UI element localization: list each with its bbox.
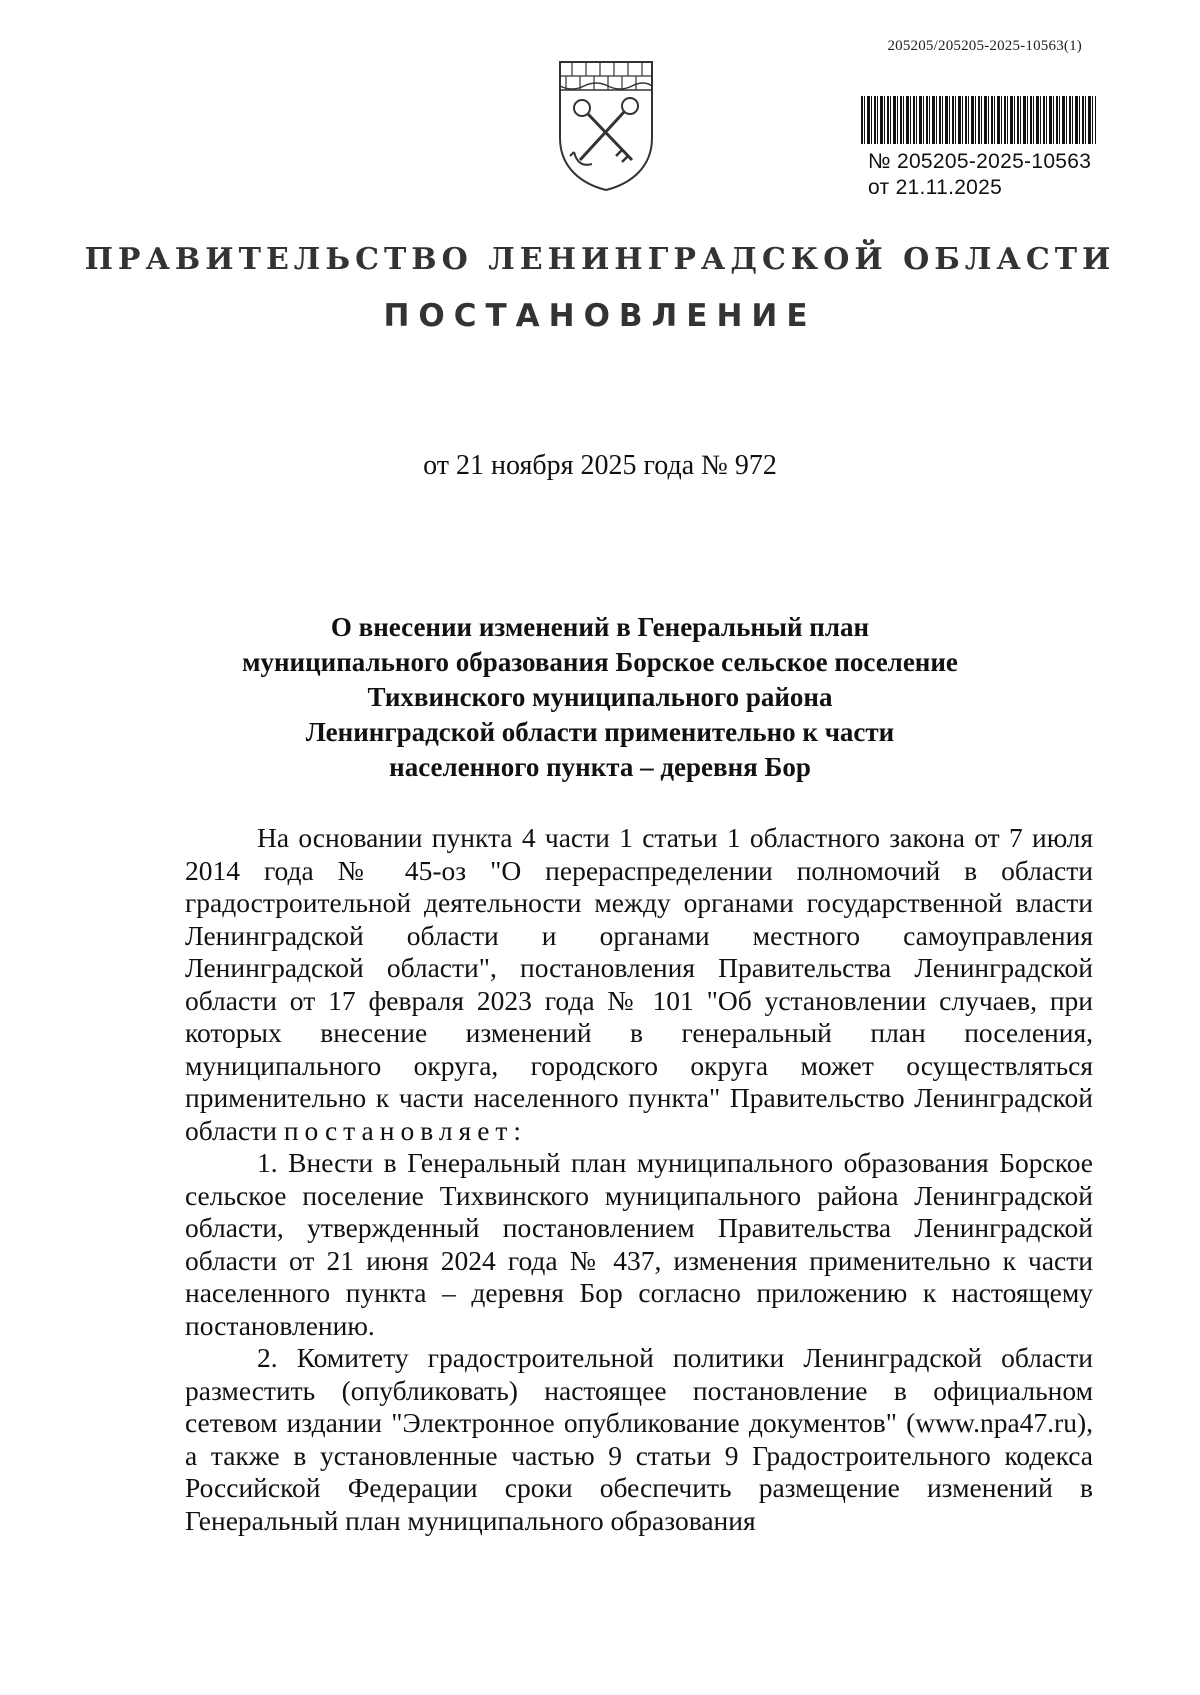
document-body	[185, 822, 1093, 1537]
decree-word: постановляет:	[283, 1114, 528, 1146]
item-1-paragraph: 1. Внести в Генеральный план муниципального образования Борское сельское поселение Тихвинского муниципального района Ленинградской области, утвержденный постановлением Правительства Ленинградской области от 21 июня 2024 года № 437, изменения применительно к части населенного пункта – деревня Бор согласно приложению к настоящему постановлению.	[185, 1147, 1093, 1341]
registration-number: № 205205-2025-10563	[868, 150, 1092, 173]
preamble-text: На основании пункта 4 части 1 статьи 1 областного закона от 7 июля 2014 года № 45-оз "О перераспределении полномочий в области градостроительной деятельности между органами государственной власти Ленинградской области и органами местного самоуправления Ленинградской области", постановления Правительства Ленинградской области от 17 февраля 2023 года № 101 "Об установлении случаев, при которых внесение изменений в генеральный план поселения, муниципального округа, городского округа может осуществляться применительно к части населенного пункта" Правительство Ленинградской области	[185, 822, 1093, 1146]
subject-line: Ленинградской области применительно к части	[305, 717, 895, 747]
government-title: ПРАВИТЕЛЬСТВО ЛЕНИНГРАДСКОЙ ОБЛАСТИ	[84, 242, 1116, 277]
subject-line: населенного пункта – деревня Бор	[389, 752, 811, 782]
preamble-paragraph	[185, 822, 1093, 1147]
document-date-number: от 21 ноября 2025 года № 972	[423, 450, 777, 481]
subject-line: О внесении изменений в Генеральный план	[330, 612, 870, 642]
document-subject	[150, 610, 1050, 785]
subject-line: Тихвинского муниципального района	[367, 682, 833, 712]
coat-of-arms-icon	[552, 56, 660, 194]
document-top-code: 205205/205205-2025-10563(1)	[887, 38, 1082, 54]
subject-line: муниципального образования Борское сельское поселение	[242, 647, 958, 677]
document-type: ПОСТАНОВЛЕНИЕ	[383, 298, 817, 334]
item-2-paragraph: 2. Комитету градостроительной политики Ленинградской области разместить (опубликовать) настоящее постановление в официальном сетевом издании "Электронное опубликование документов" (www.npa47.ru), а также в установленные частью 9 статьи 9 Градостроительного кодекса Российской Федерации сроки обеспечить размещение изменений в Генеральный план муниципального образования	[185, 1342, 1093, 1536]
barcode	[861, 96, 1096, 144]
registration-date: от 21.11.2025	[868, 176, 1003, 199]
